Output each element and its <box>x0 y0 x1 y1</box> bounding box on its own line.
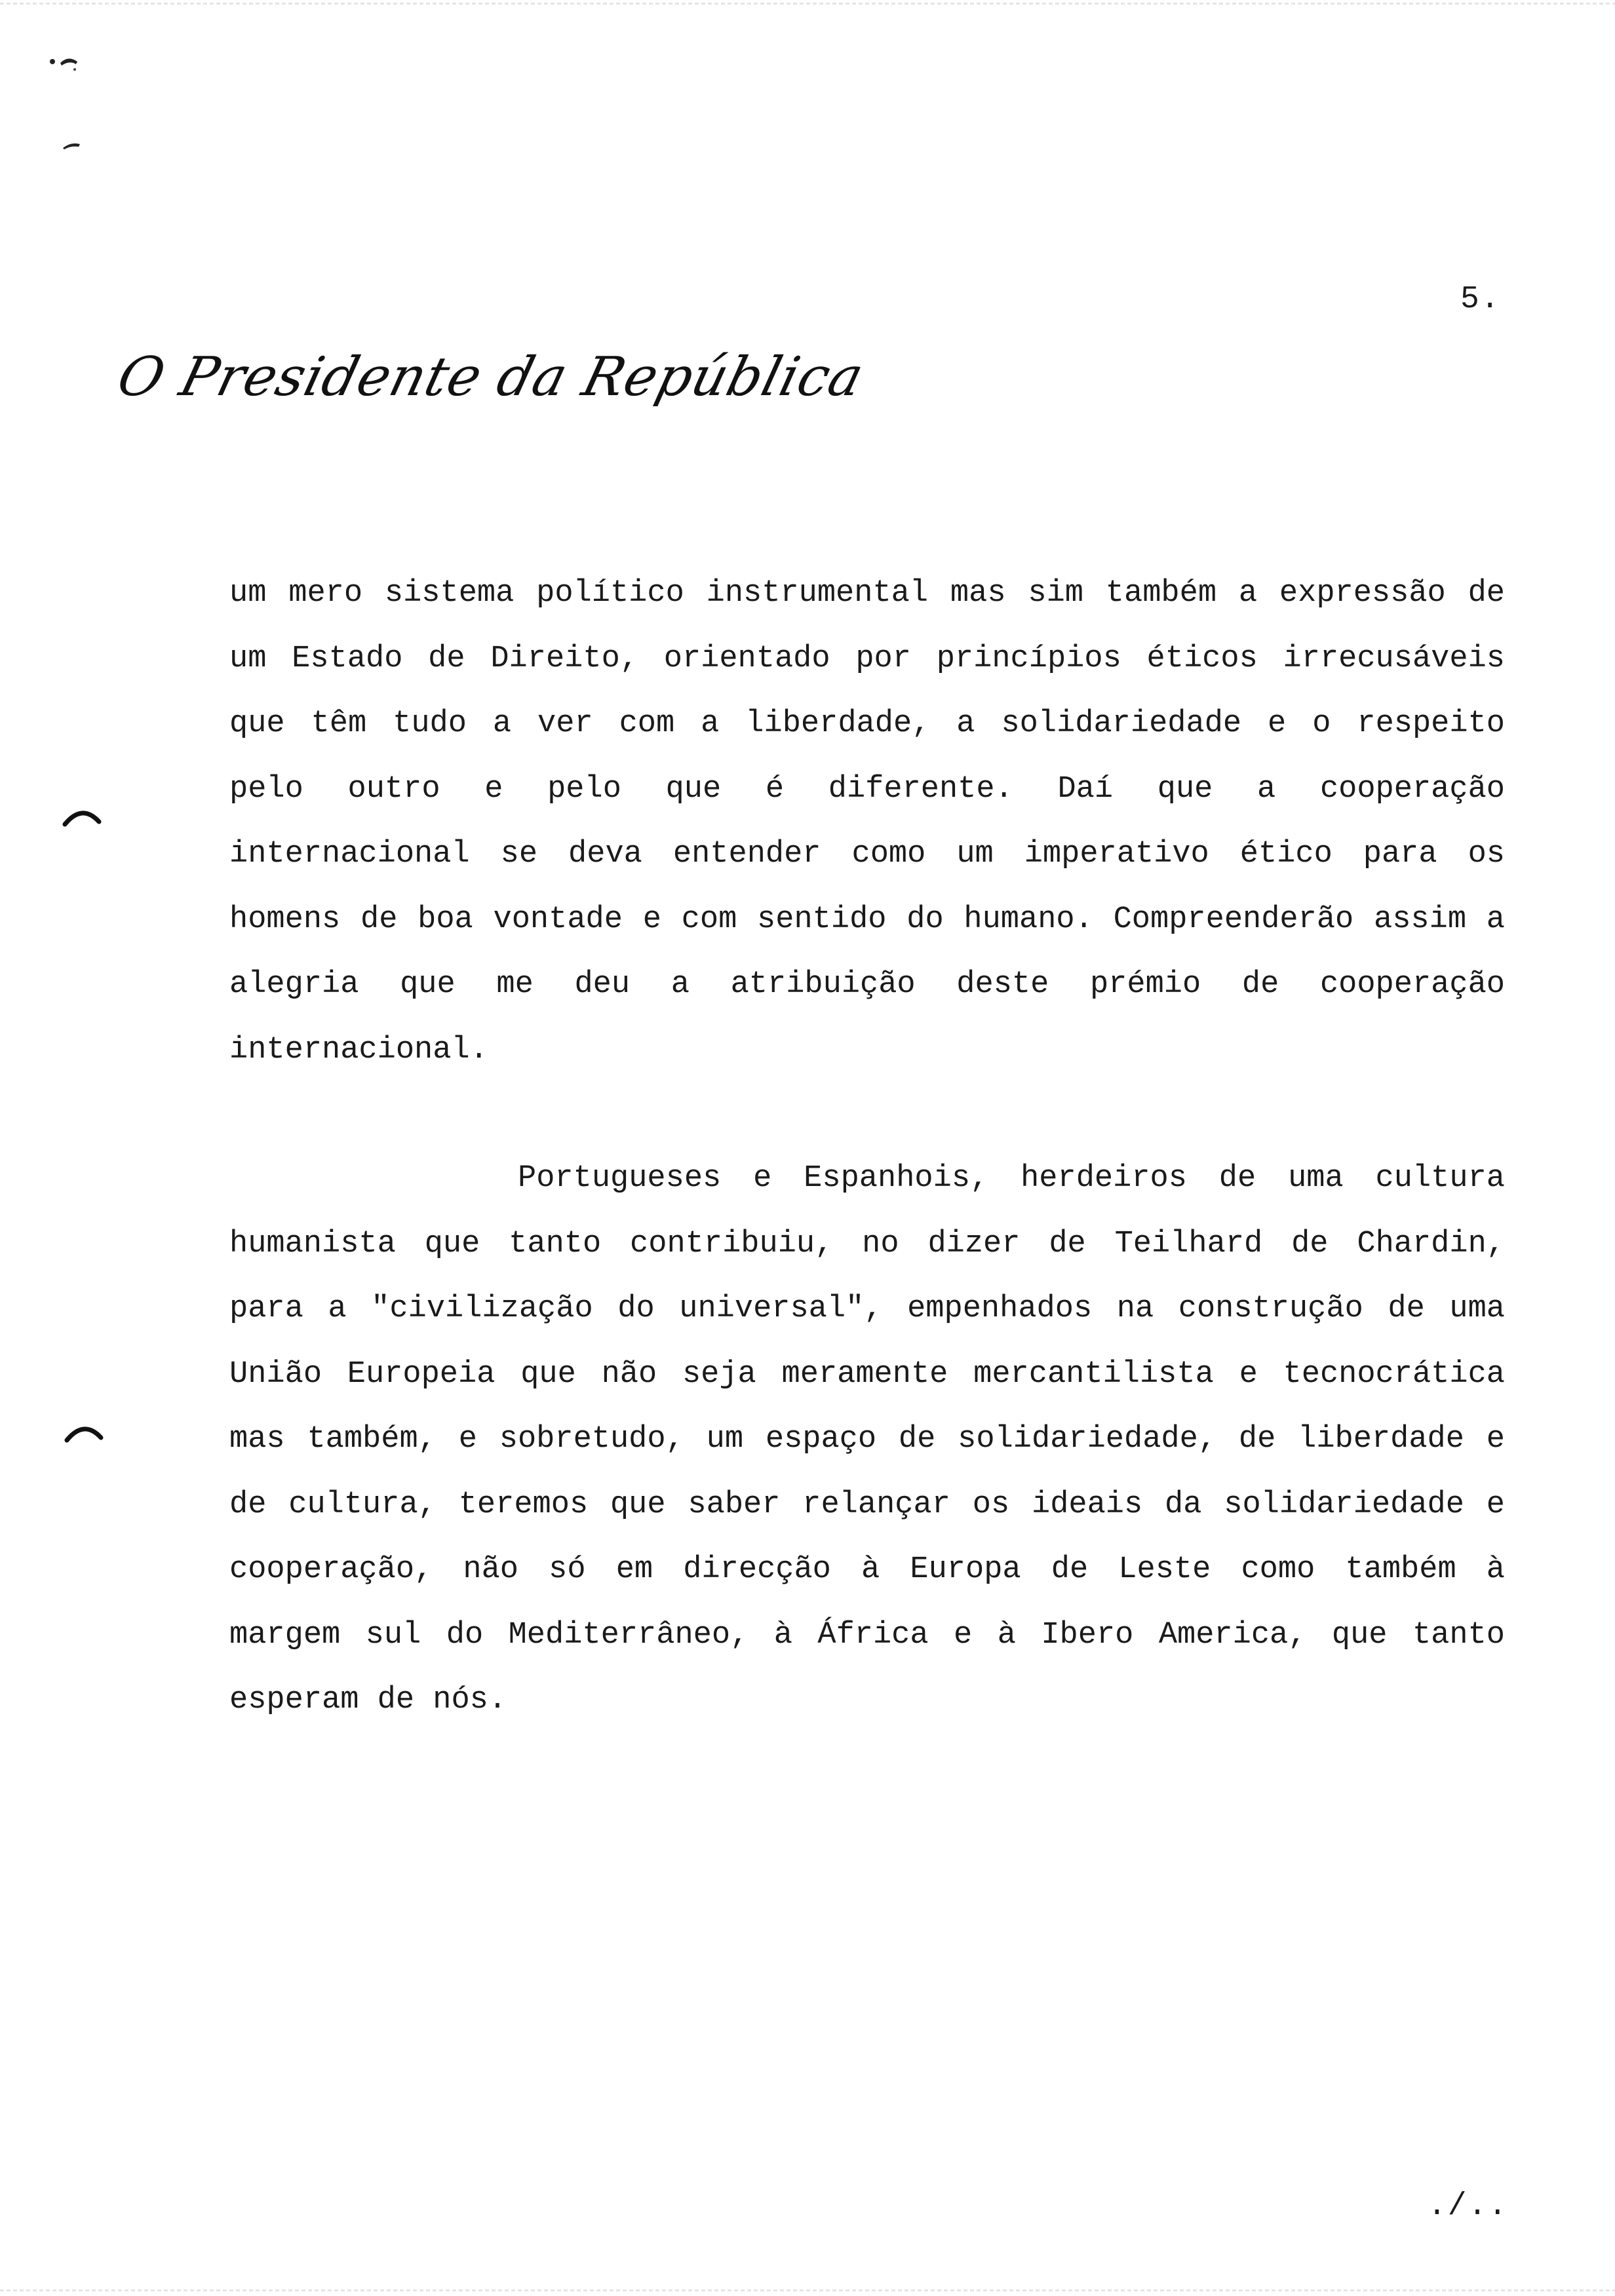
punch-hole-mark-upper <box>62 807 102 827</box>
body-paragraph-1: um mero sistema político instrumental mas sim também a expressão de um Estado de Direito, orientado por princípios éticos irrecusáveis que têm tudo a ver com a liberdade, a solidariedade e o respeito pelo outro e pelo que é diferente. Daí que a cooperação internacional se deva entender como um imperativo ético para os homens de boa vontade e com sentido do humano. Compreenderão assim a alegria que me deu a atribuição deste prémio de cooperação internacional. <box>229 576 1505 1067</box>
page-number: 5. <box>1460 282 1501 317</box>
punch-hole-mark-lower <box>64 1423 104 1443</box>
letterhead-title: O Presidente da República <box>111 346 870 408</box>
scan-bottom-edge <box>0 2289 1615 2291</box>
scan-top-edge <box>0 3 1615 5</box>
body-paragraph-2: Portugueses e Espanhois, herdeiros de uma cultura humanista que tanto contribuiu, no dizer de Teilhard de Chardin, para a "civilização do universal", empenhados na construção de uma União Europeia que não seja meramente mercantilista e tecnocrática mas também, e sobretudo, um espaço de solidariedade, de liberdade e de cultura, teremos que saber relançar os ideais da solidariedade e cooperação, não só em direcção à Europa de Leste como também à margem sul do Mediterrâneo, à África e à Ibero America, que tanto esperam de nós. <box>229 1161 1505 1717</box>
margin-speck-upper <box>60 139 87 152</box>
margin-speck-top <box>46 52 92 79</box>
continuation-mark: ./.. <box>1428 2189 1509 2224</box>
